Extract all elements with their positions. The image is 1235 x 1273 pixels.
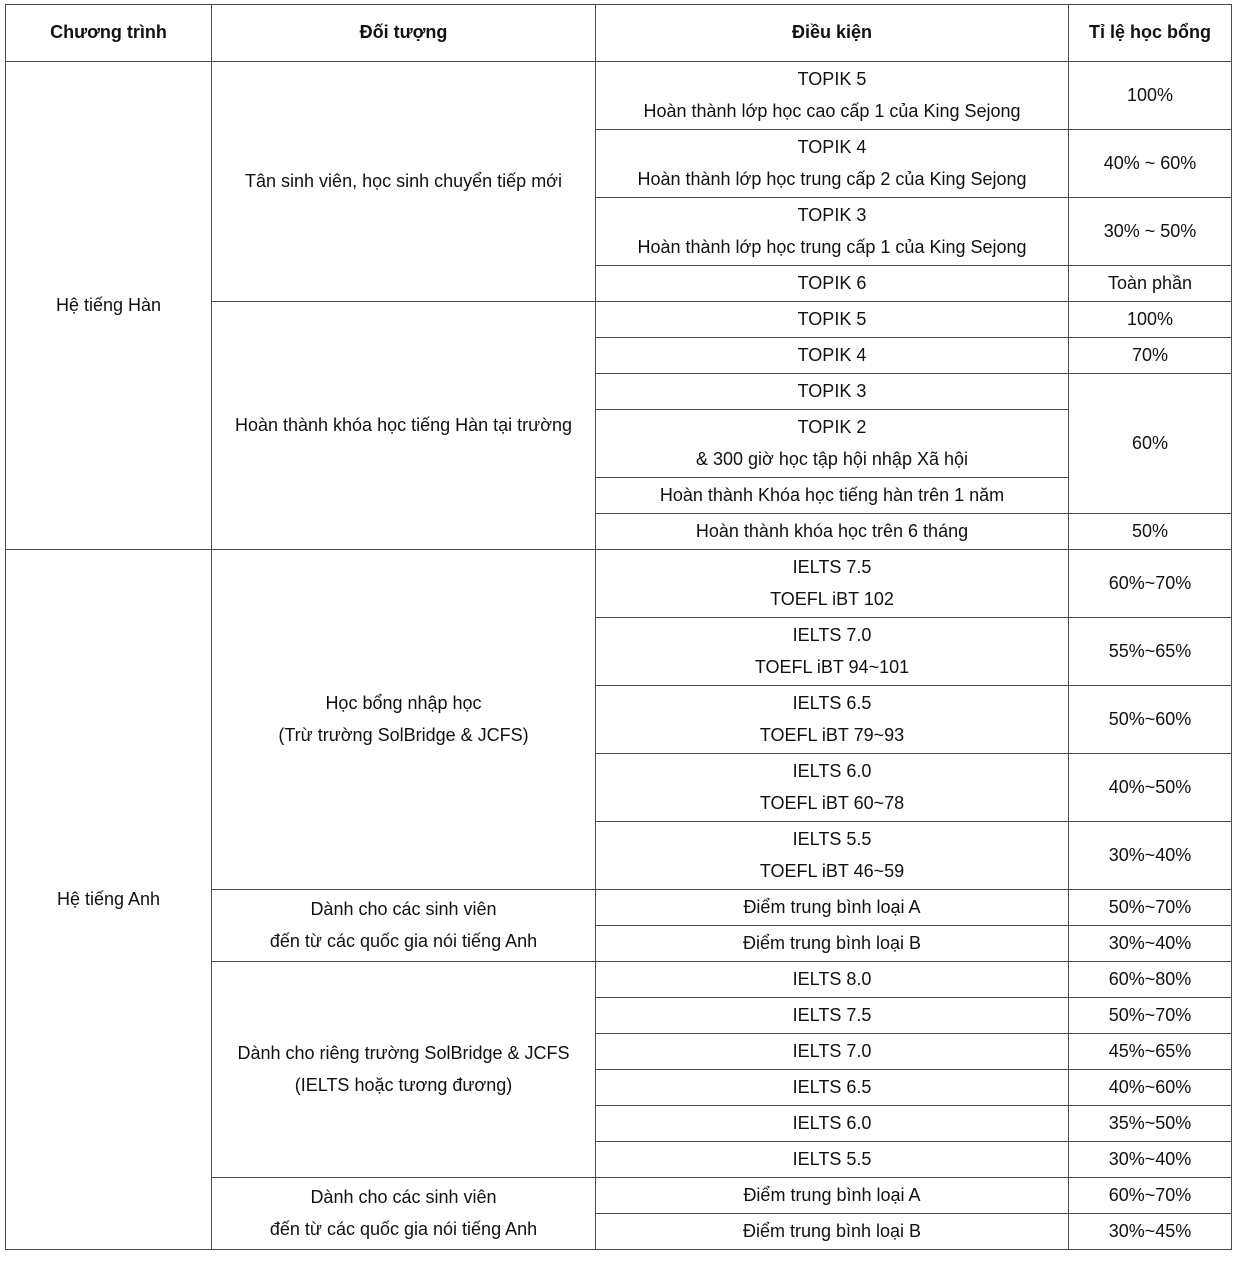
rate-cell: 60%~70% <box>1069 550 1232 618</box>
condition-cell: IELTS 6.5 <box>596 1070 1069 1106</box>
rate-cell: 30% ~ 50% <box>1069 198 1232 266</box>
condition-line: TOEFL iBT 79~93 <box>759 724 905 745</box>
rate-cell: Toàn phần <box>1069 266 1232 302</box>
rate-cell: 100% <box>1069 302 1232 338</box>
condition-cell <box>596 686 1069 754</box>
condition-cell <box>596 198 1069 266</box>
condition-cell: IELTS 5.5 <box>596 1142 1069 1178</box>
rate-cell: 50% <box>1069 514 1232 550</box>
rate-cell: 50%~70% <box>1069 998 1232 1034</box>
condition-cell: IELTS 8.0 <box>596 962 1069 998</box>
condition-cell <box>596 822 1069 890</box>
target-solbridge-jcfs <box>212 962 596 1178</box>
condition-cell: TOPIK 5 <box>596 302 1069 338</box>
rate-cell: 30%~40% <box>1069 822 1232 890</box>
condition-cell <box>596 754 1069 822</box>
condition-line: IELTS 5.5 <box>792 829 872 849</box>
target-line: Học bổng nhập học <box>325 693 482 713</box>
condition-cell: Hoàn thành khóa học trên 6 tháng <box>596 514 1069 550</box>
condition-cell: Hoàn thành Khóa học tiếng hàn trên 1 năm <box>596 478 1069 514</box>
target-korean-course-completion: Hoàn thành khóa học tiếng Hàn tại trường <box>212 302 596 550</box>
rate-cell: 60%~70% <box>1069 1178 1232 1214</box>
condition-cell <box>596 618 1069 686</box>
target-korean-new-students: Tân sinh viên, học sinh chuyển tiếp mới <box>212 62 596 302</box>
scholarship-table <box>5 4 1232 1250</box>
header-rate: Tỉ lệ học bổng <box>1069 5 1232 62</box>
target-english-speaking-countries-2 <box>212 1178 596 1250</box>
rate-cell: 30%~40% <box>1069 926 1232 962</box>
condition-cell: Điểm trung bình loại A <box>596 1178 1069 1214</box>
header-target: Đối tượng <box>212 5 596 62</box>
rate-cell: 60%~80% <box>1069 962 1232 998</box>
condition-line: & 300 giờ học tập hội nhập Xã hội <box>695 448 968 469</box>
target-line: đến từ các quốc gia nói tiếng Anh <box>269 930 538 951</box>
condition-cell: Điểm trung bình loại B <box>596 926 1069 962</box>
condition-line: Hoàn thành lớp học trung cấp 1 của King Sejong <box>637 236 1027 257</box>
condition-line: TOEFL iBT 60~78 <box>759 792 905 813</box>
header-program: Chương trình <box>6 5 212 62</box>
rate-cell: 40%~60% <box>1069 1070 1232 1106</box>
condition-cell: IELTS 6.0 <box>596 1106 1069 1142</box>
program-english: Hệ tiếng Anh <box>6 550 212 1250</box>
condition-line: TOPIK 2 <box>797 417 867 437</box>
condition-line: TOEFL iBT 102 <box>770 588 894 609</box>
condition-cell: IELTS 7.5 <box>596 998 1069 1034</box>
condition-line: IELTS 7.0 <box>792 625 872 645</box>
target-line: đến từ các quốc gia nói tiếng Anh <box>269 1218 538 1239</box>
condition-line: TOPIK 5 <box>797 69 867 89</box>
condition-cell: Điểm trung bình loại A <box>596 890 1069 926</box>
table-row <box>6 62 1232 130</box>
target-english-admission <box>212 550 596 890</box>
target-line: (IELTS hoặc tương đương) <box>294 1074 513 1095</box>
condition-line: IELTS 6.5 <box>792 693 872 713</box>
header-condition: Điều kiện <box>596 5 1069 62</box>
condition-cell: TOPIK 6 <box>596 266 1069 302</box>
rate-cell: 45%~65% <box>1069 1034 1232 1070</box>
condition-cell: Điểm trung bình loại B <box>596 1214 1069 1250</box>
condition-cell <box>596 550 1069 618</box>
rate-cell: 30%~45% <box>1069 1214 1232 1250</box>
condition-line: IELTS 6.0 <box>792 761 872 781</box>
condition-line: Hoàn thành lớp học cao cấp 1 của King Sejong <box>643 100 1021 121</box>
condition-cell <box>596 410 1069 478</box>
condition-cell: TOPIK 3 <box>596 374 1069 410</box>
target-line: Dành cho các sinh viên <box>310 899 497 919</box>
rate-cell: 60% <box>1069 374 1232 514</box>
condition-line: TOPIK 4 <box>797 137 867 157</box>
rate-cell: 55%~65% <box>1069 618 1232 686</box>
condition-cell <box>596 130 1069 198</box>
header-row <box>6 5 1232 62</box>
condition-line: TOEFL iBT 94~101 <box>754 656 910 677</box>
condition-cell <box>596 62 1069 130</box>
rate-cell: 100% <box>1069 62 1232 130</box>
condition-line: TOEFL iBT 46~59 <box>759 860 905 881</box>
target-line: Dành cho các sinh viên <box>310 1187 497 1207</box>
rate-cell: 40% ~ 60% <box>1069 130 1232 198</box>
condition-line: IELTS 7.5 <box>792 557 872 577</box>
condition-line: Hoàn thành lớp học trung cấp 2 của King Sejong <box>637 168 1027 189</box>
target-line: Dành cho riêng trường SolBridge & JCFS <box>237 1043 570 1063</box>
rate-cell: 30%~40% <box>1069 1142 1232 1178</box>
rate-cell: 40%~50% <box>1069 754 1232 822</box>
rate-cell: 35%~50% <box>1069 1106 1232 1142</box>
target-line: (Trừ trường SolBridge & JCFS) <box>278 724 529 745</box>
table-row <box>6 550 1232 618</box>
target-english-speaking-countries <box>212 890 596 962</box>
condition-line: TOPIK 3 <box>797 205 867 225</box>
rate-cell: 50%~70% <box>1069 890 1232 926</box>
condition-cell: TOPIK 4 <box>596 338 1069 374</box>
rate-cell: 50%~60% <box>1069 686 1232 754</box>
program-korean: Hệ tiếng Hàn <box>6 62 212 550</box>
condition-cell: IELTS 7.0 <box>596 1034 1069 1070</box>
rate-cell: 70% <box>1069 338 1232 374</box>
